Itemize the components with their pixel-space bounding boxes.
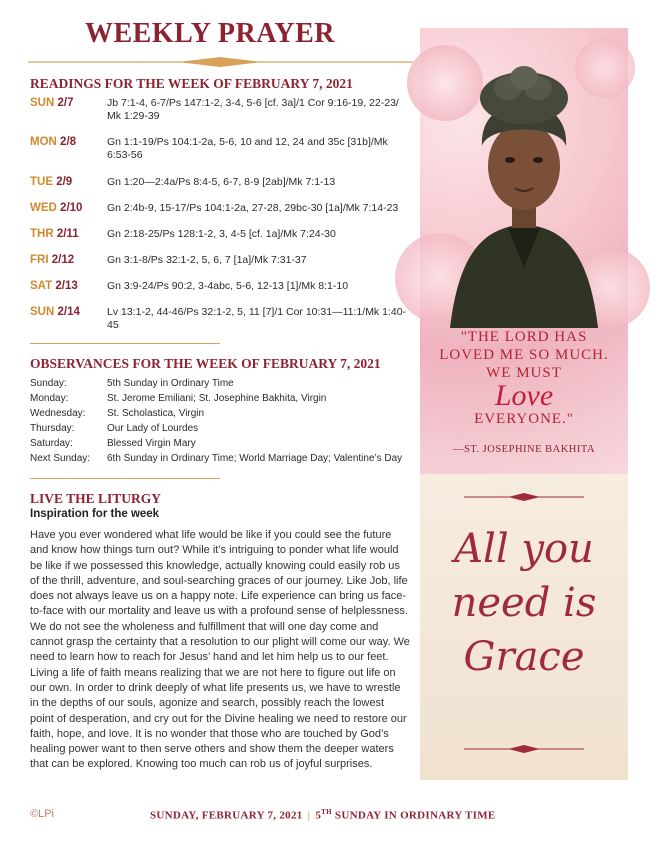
ornament-divider-bottom [464, 744, 584, 754]
footer-credit: ©LPi [30, 808, 55, 820]
title-ornament-rule [28, 57, 413, 67]
observance-text: Our Lady of Lourdes [107, 423, 199, 434]
observance-text: Blessed Virgin Mary [107, 438, 196, 449]
observance-day: Wednesday: [30, 408, 86, 419]
observance-day: Next Sunday: [30, 453, 91, 464]
grace-lettering: All you need is Grace [451, 526, 597, 680]
reading-day: SAT 2/13 [30, 280, 78, 292]
reading-ref: Jb 7:1-4, 6-7/Ps 147:1-2, 3-4, 5-6 [cf. 3a]/1 Cor 9:16-19, 22-23/ Mk 1:29-39 [107, 97, 399, 122]
quote-attribution: —ST. JOSEPHINE BAKHITA [452, 444, 596, 455]
reading-ref: Gn 3:9-24/Ps 90:2, 3-4abc, 5-6, 12-13 [1]/Mk 8:1-10 [107, 280, 349, 292]
reading-day: SUN 2/7 [30, 97, 74, 109]
observance-day: Monday: [30, 393, 69, 404]
observance-day: Sunday: [30, 378, 67, 389]
observance-text: St. Scholastica, Virgin [107, 408, 205, 419]
observances-heading: OBSERVANCES FOR THE WEEK OF FEBRUARY 7, 2021 [30, 356, 381, 371]
reading-ref: Gn 1:20—2:4a/Ps 8:4-5, 6-7, 8-9 [2ab]/Mk 7:1-13 [107, 176, 336, 188]
bakhita-quote: "THE LORD HAS LOVED ME SO MUCH. WE MUST Love EVERYONE." [420, 328, 628, 428]
liturgy-subheading: Inspiration for the week [30, 508, 160, 520]
reading-day: SUN 2/14 [30, 306, 80, 318]
section-divider [30, 478, 220, 479]
reading-day: TUE 2/9 [30, 176, 73, 188]
saint-portrait-card [420, 28, 628, 474]
observance-day: Thursday: [30, 423, 75, 434]
footer-date-line: SUNDAY, FEBRUARY 7, 2021 | 5TH SUNDAY IN ORDINARY TIME [150, 808, 496, 822]
reading-ref: Gn 2:4b-9, 15-17/Ps 104:1-2a, 27-28, 29bc-30 [1a]/Mk 7:14-23 [107, 202, 399, 214]
reading-ref: Gn 1:1-19/Ps 104:1-2a, 5-6, 10 and 12, 24 and 35c [31b]/Mk 6:53-56 [107, 136, 388, 161]
reading-day: WED 2/10 [30, 202, 83, 214]
readings-heading: READINGS FOR THE WEEK OF FEBRUARY 7, 2021 [30, 76, 353, 91]
reading-day: THR 2/11 [30, 228, 79, 240]
liturgy-heading: LIVE THE LITURGY [30, 491, 162, 506]
reading-ref: Lv 13:1-2, 44-46/Ps 32:1-2, 5, 11 [7]/1 Cor 10:31—11:1/Mk 1:40-45 [107, 306, 407, 331]
observance-text: 5th Sunday in Ordinary Time [107, 378, 234, 389]
observance-text: 6th Sunday in Ordinary Time; World Marriage Day; Valentine’s Day [107, 453, 403, 464]
observance-day: Saturday: [30, 438, 73, 449]
ornament-divider-top [464, 492, 584, 502]
reading-ref: Gn 3:1-8/Ps 32:1-2, 5, 6, 7 [1a]/Mk 7:31-37 [107, 254, 307, 266]
grace-card [420, 474, 628, 780]
reading-day: MON 2/8 [30, 136, 77, 148]
reading-day: FRI 2/12 [30, 254, 75, 266]
page-title: WEEKLY PRAYER [84, 18, 335, 49]
observance-text: St. Jerome Emiliani; St. Josephine Bakhita, Virgin [107, 393, 327, 404]
quote-love-word: Love [494, 379, 554, 412]
liturgy-body: Have you ever wondered what life would be like if you could see the future and know how things turn out? While it’s intriguing to ponder what life would be like if we possessed this knowledge, actually knowing could easily rob us of the thrill, adventure, and soul-searching graces of our journey. Like Job, life does not always leave us on a happy note. Life experience can bring us face-to-face with our mortality and leave us with a profound sense of helplessness. We do not see the wholeness and fulfillment that will one day come and cannot grasp the certainty that a resolution to our plight will come our way. We need to learn how to reach for Jesus’ hand and let him help us to our feet. Living a life of faith means realizing that we are not here to figure out life on our own. In order to drink deeply of what life presents us, we have to wrestle in the depths of our souls, agonize and search, possibly reach the lowest point of desperation, and cry out for the Divine healing we need to restore our faith, hope, and love. It is no wonder that those who are touched by God’s healing power want to then serve others and show them the deeper waters that can be explored. Knowing too much can rob us of joyful surprises. [30, 529, 410, 771]
saint-portrait-image [420, 28, 628, 328]
reading-ref: Gn 2:18-25/Ps 128:1-2, 3, 4-5 [cf. 1a]/Mk 7:24-30 [107, 228, 336, 240]
section-divider [30, 343, 220, 344]
